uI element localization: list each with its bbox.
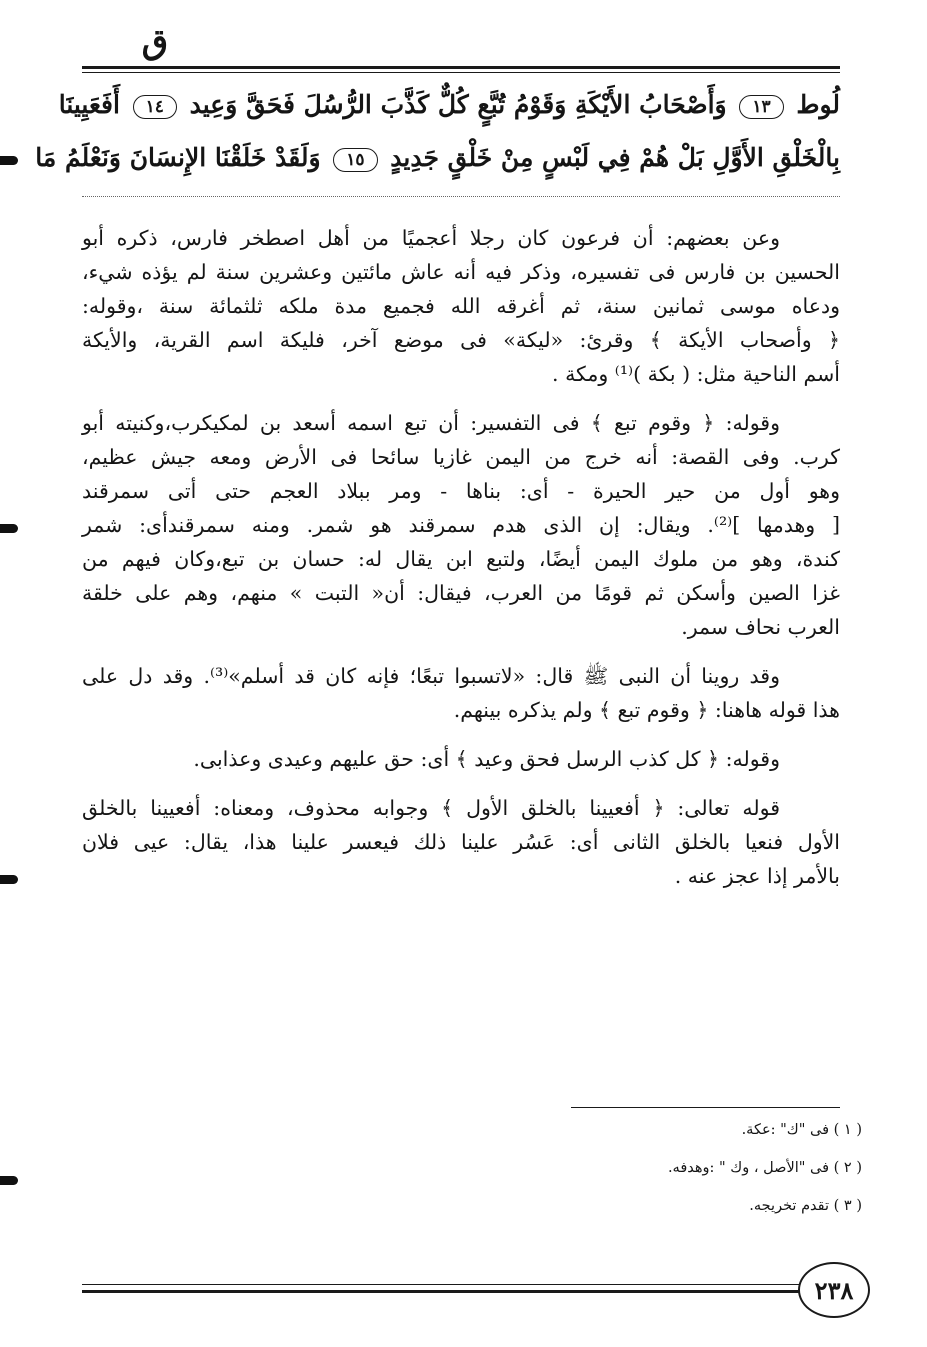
body-line-17: الأول فنعيا بالخلق الثانى أى: عَسُر علينا ذلك فيعسر علينا هذا، يقال: عيى فلان	[82, 830, 841, 854]
ayah-marker-13: ١٣	[739, 95, 783, 119]
body-line-5: أسم الناحية مثل: ( بكة )⁽¹⁾ ومكة .	[552, 362, 840, 386]
body-line-1: وعن بعضهم: أن فرعون كان رجلا أعجميًا من أهل اصطخر فارس، ذكره أبو	[82, 226, 780, 250]
verse-line-2-part-2: وَلَقَدْ خَلَقْنَا الإِنسَانَ وَنَعْلَمُ مَا	[35, 143, 321, 172]
header-rule-thick	[82, 66, 840, 69]
scan-edge-mark	[0, 524, 18, 533]
body-line-10: كندة، وهو من ملوك اليمن أيضًا، ولتبع ابن يقال له: حسان بن تبع،وكان فيهم من	[82, 547, 840, 571]
verse-line-2-part-1: بِالْخَلْقِ الأَوَّلِ بَلْ هُمْ فِي لَبْسٍ مِنْ خَلْقٍ جَدِيدٍ	[390, 143, 840, 172]
body-line-16: قوله تعالى: ﴿ أفعيينا بالخلق الأول ﴾ وجوابه محذوف، ومعناه: أفعيينا بالخلق	[82, 796, 780, 820]
verse-line-1	[58, 90, 840, 119]
footer-rule-thick	[82, 1290, 840, 1293]
footnote-3: ( ٣ ) تقدم تخريجه.	[749, 1198, 862, 1214]
body-line-13: وقد روينا أن النبى ﷺ قال: «لاتسبوا تبعًا؛ فإنه كان قد أسلم»⁽³⁾. وقد دل على	[82, 664, 780, 688]
body-line-7: كرب. وفى القصة: أنه خرج من اليمن غازيا سائحا فى الأرض ومعه جيش عظيم،	[82, 445, 840, 469]
body-line-15: وقوله: ﴿ كل كذب الرسل فحق وعيد ﴾ أى: حق عليهم وعيدى وعذابى.	[193, 747, 780, 771]
footer-rule-thin	[82, 1284, 840, 1285]
body-line-9: [ وهدمها ]⁽²⁾. ويقال: إن الذى هدم سمرقند هو شمر. ومنه سمرقندأى: شمر	[82, 513, 840, 537]
body-line-12: العرب نحاف سمر.	[681, 615, 840, 639]
scan-edge-mark	[0, 1176, 18, 1185]
verse-line-1-part-1: لُوط	[796, 90, 840, 119]
surah-letter: ق	[141, 22, 169, 62]
header-rule-thin	[82, 72, 840, 73]
body-line-3: ودعاه موسى ثمانين سنة، ثم أغرقه الله فجميع مدة ملكه ثلثمائة سنة ،وقوله:	[82, 294, 840, 318]
body-line-18: بالأمر إذا عجز عنه .	[674, 864, 840, 888]
body-line-14: هذا قوله هاهنا: ﴿ وقوم تبع ﴾ ولم يذكره بينهم.	[453, 698, 840, 722]
body-line-8: وهو أول من حير الحيرة - أى: بناها - ومر ببلاد العجم حتى أتى سمرقند	[82, 479, 840, 503]
body-line-6: وقوله: ﴿ وقوم تبع ﴾ فى التفسير: أن تبع اسمه أسعد بن لمكيكرب،وكنيته أبو	[82, 411, 780, 435]
page-number: ٢٣٨	[798, 1262, 870, 1318]
verse-line-1-part-3: أَفَعَيِينَا	[58, 90, 120, 119]
ayah-marker-15: ١٥	[333, 148, 377, 172]
scan-edge-mark	[0, 875, 18, 884]
footnote-2: ( ٢ ) فى "الأصل ، وك " :وهدفه.	[667, 1160, 862, 1176]
ayah-marker-14: ١٤	[133, 95, 177, 119]
footnote-rule	[571, 1107, 840, 1108]
body-line-2: الحسين بن فارس فى تفسيره، وذكر فيه أنه عاش مائتين وعشرين سنة لم يؤذه شيء،	[82, 260, 840, 284]
scan-edge-mark	[0, 156, 18, 165]
verse-separator	[82, 196, 840, 197]
body-line-11: غزا الصين وأسكن ثم قومًا من العرب، فيقال: أن« التبت » منهم، وهم على خلقة	[82, 581, 840, 605]
body-line-4: ﴿ وأصحاب الأيكة ﴾ وقرئ: «ليكة» فى موضع آخر، فليكة اسم القرية، والأيكة	[82, 328, 840, 352]
footnote-1: ( ١ ) فى "ك" :عكة.	[741, 1122, 862, 1138]
verse-line-1-part-2: وَأَصْحَابُ الأَيْكَةِ وَقَوْمُ تُبَّعٍ كُلٌّ كَذَّبَ الرُّسُلَ فَحَقَّ وَعِيد	[189, 90, 727, 119]
verse-line-2	[35, 143, 840, 172]
